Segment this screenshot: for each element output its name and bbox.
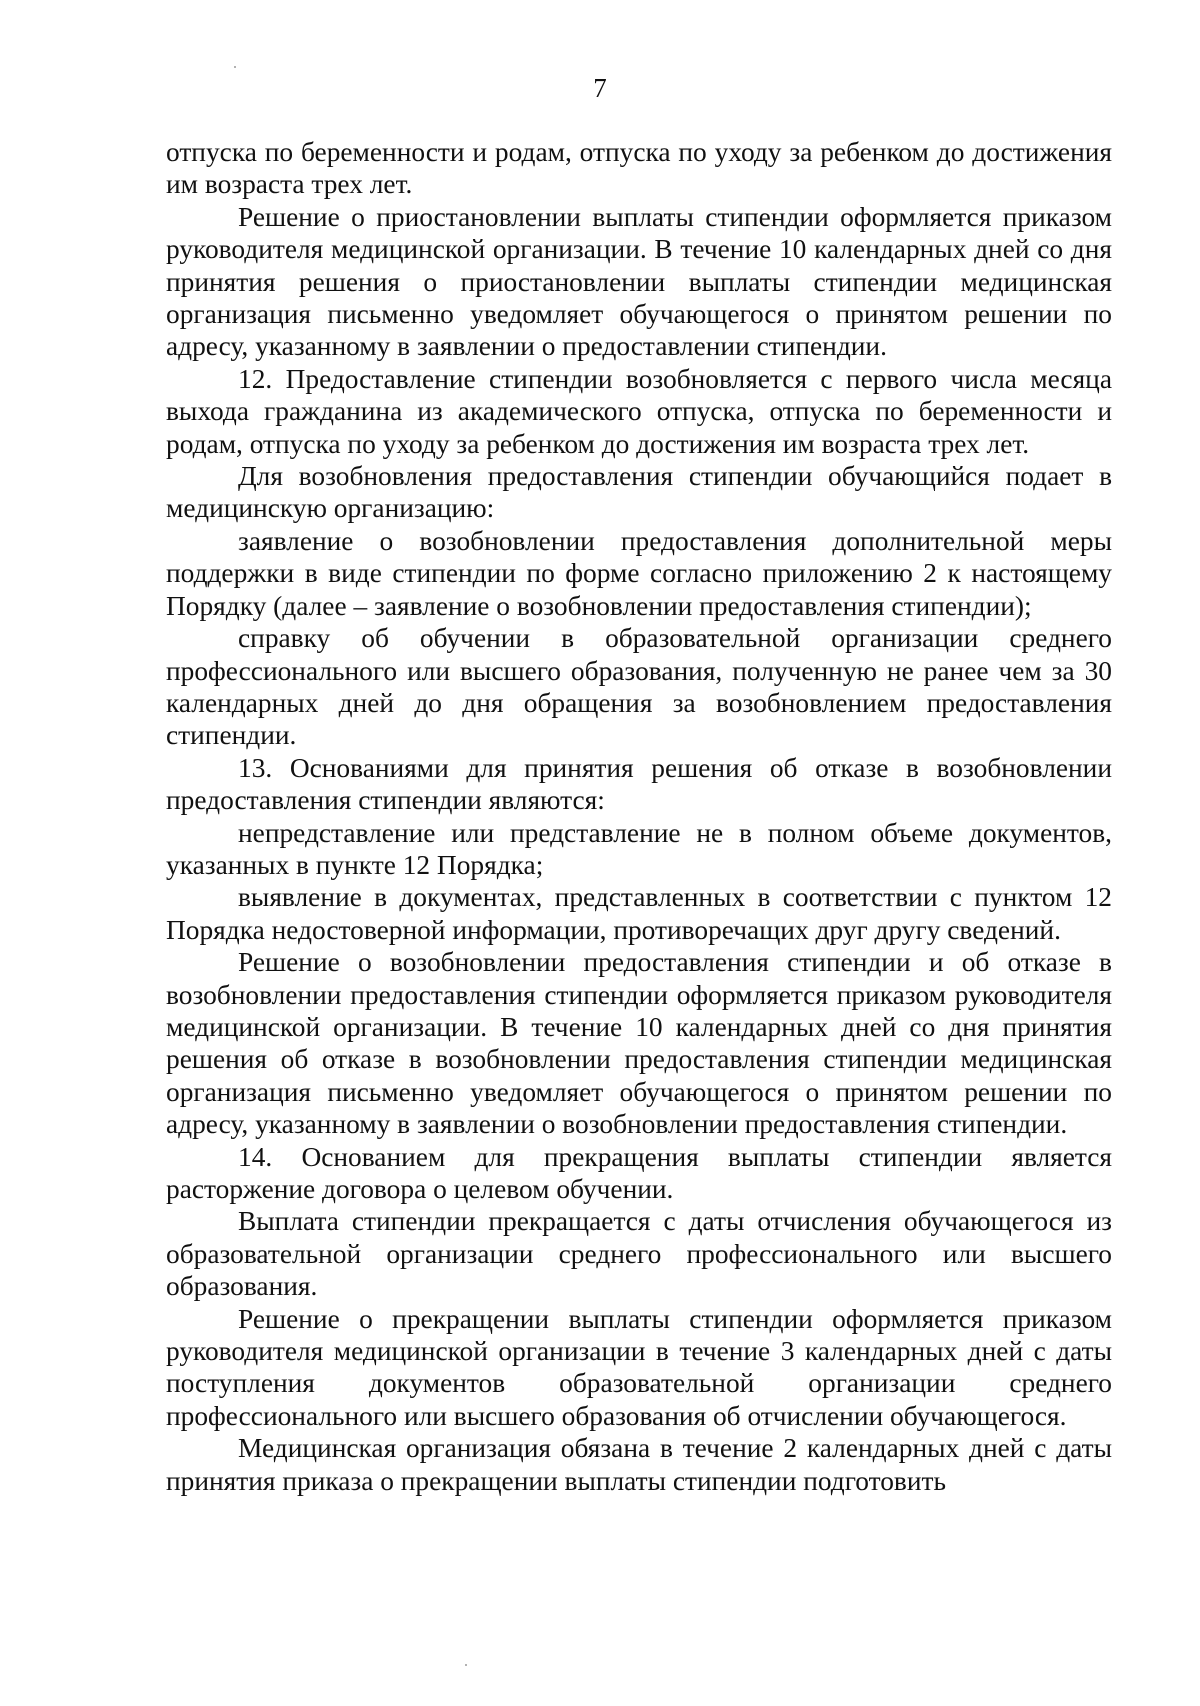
paragraph: Решение о прекращении выплаты стипендии оформляется приказом руководителя медицинской организации в течение 3 календарных дней с даты поступления документов образовательной организации среднего профессионального или высшего образования об отчислении обучающегося.	[166, 1303, 1112, 1431]
paragraph: справку об обучении в образовательной организации среднего профессионального или высшего образования, полученную не ранее чем за 30 календарных дней до дня обращения за возобновлением предоставления стипендии.	[166, 623, 1112, 751]
paragraph: Решение о возобновлении предоставления стипендии и об отказе в возобновлении предоставления стипендии оформляется приказом руководителя медицинской организации. В течение 10 календарных дней со дня принятия решения об отказе в возобновлении предоставления стипендии медицинская организация письменно уведомляет обучающегося о принятом решении по адресу, указанному в заявлении о возобновлении предоставления стипендии.	[166, 947, 1112, 1140]
paragraph: Для возобновления предоставления стипендии обучающийся подает в медицинскую организацию:	[166, 461, 1112, 524]
scan-speck	[234, 66, 236, 68]
page-number: 7	[593, 73, 607, 103]
paragraph: Решение о приостановлении выплаты стипендии оформляется приказом руководителя медицинской организации. В течение 10 календарных дней со дня принятия решения о приостановлении выплаты стипендии медицинская организация письменно уведомляет обучающегося о принятом решении по адресу, указанному в заявлении о предоставлении стипендии.	[166, 201, 1112, 362]
paragraph: 14. Основанием для прекращения выплаты стипендии является расторжение договора о целевом обучении.	[166, 1141, 1112, 1204]
paragraph: выявление в документах, представленных в соответствии с пунктом 12 Порядка недостоверной информации, противоречащих друг другу сведений.	[166, 882, 1112, 945]
paragraph: заявление о возобновлении предоставления дополнительной меры поддержки в виде стипендии по форме согласно приложению 2 к настоящему Порядку (далее – заявление о возобновлении предоставления стипендии);	[166, 525, 1112, 621]
scan-speck	[465, 1664, 467, 1666]
paragraph: непредставление или представление не в полном объеме документов, указанных в пункте 12 Порядка;	[166, 817, 1112, 880]
paragraph: 12. Предоставление стипендии возобновляется с первого числа месяца выхода гражданина из академического отпуска, отпуска по беременности и родам, отпуска по уходу за ребенком до достижения им возраста трех лет.	[166, 363, 1112, 459]
document-body	[166, 136, 1112, 1497]
paragraph: Медицинская организация обязана в течение 2 календарных дней с даты принятия приказа о прекращении выплаты стипендии подготовить	[166, 1433, 1112, 1496]
paragraph: Выплата стипендии прекращается с даты отчисления обучающегося из образовательной организации среднего профессионального или высшего образования.	[166, 1206, 1112, 1302]
paragraph: 13. Основаниями для принятия решения об отказе в возобновлении предоставления стипендии являются:	[166, 752, 1112, 816]
paragraph: отпуска по беременности и родам, отпуска по уходу за ребенком до достижения им возраста трех лет.	[166, 137, 1112, 200]
